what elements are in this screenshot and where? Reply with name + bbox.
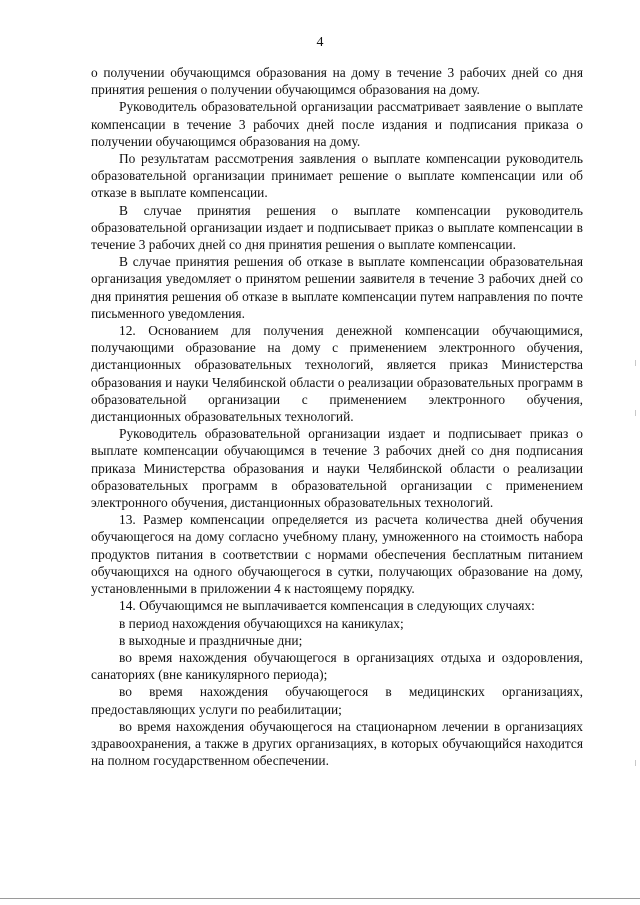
paragraph-review-application: Руководитель образовательной организации рассматривает заявление о выплате компенсации в течение 3 рабочих дней после издания и подписания приказа о получении обучающимся образования на дому. xyxy=(91,99,583,149)
document-body xyxy=(91,64,583,769)
paragraph-continuation: о получении обучающимся образования на дому в течение 3 рабочих дней со дня принятия решения о получении обучающимся образования на дому. xyxy=(91,65,583,98)
scan-artifact xyxy=(635,360,636,366)
paragraph-refusal-decision: В случае принятия решения об отказе в выплате компенсации образовательная организация уведомляет о принятом решении заявителя в течение 3 рабочих дней со дня принятия решения об отказе в выплате компенсации путем направления по почте письменного уведомления. xyxy=(91,254,583,321)
scan-bottom-edge xyxy=(0,898,640,899)
list-item-rehabilitation: во время нахождения обучающегося в медицинских организациях, предоставляющих услуги по реабилитации; xyxy=(91,684,583,717)
scan-artifact xyxy=(635,760,636,766)
paragraph-director-order: Руководитель образовательной организации издает и подписывает приказ о выплате компенсации обучающимся в течение 3 рабочих дней со дня подписания приказа Министерства образования и науки Челябинской области о реализации образовательных программ в образовательной организации с применением электронного обучения, дистанционных образовательных технологий. xyxy=(91,426,583,511)
paragraph-item-13: 13. Размер компенсации определяется из расчета количества дней обучения обучающегося на дому согласно учебному плану, умноженного на стоимость набора продуктов питания в соответствии с нормами обеспечения бесплатным питанием обучающихся на одного обучающегося в сутки, получающих образование на дому, установленными в приложении 4 к настоящему порядку. xyxy=(91,512,583,597)
list-item-recreation: во время нахождения обучающегося в организациях отдыха и оздоровления, санаториях (вне каникулярного периода); xyxy=(91,649,583,683)
list-item-weekends: в выходные и праздничные дни; xyxy=(119,632,303,648)
paragraph-item-12: 12. Основанием для получения денежной компенсации обучающимися, получающими образование на дому с применением электронного обучения, дистанционных образовательных технологий, является приказ Министерства образования и науки Челябинской области о реализации образовательных программ в образовательной организации с применением электронного обучения, дистанционных образовательных технологий. xyxy=(91,323,583,425)
paragraph-item-14: 14. Обучающимся не выплачивается компенсация в следующих случаях: xyxy=(119,598,535,614)
list-item-holidays: в период нахождения обучающихся на каникулах; xyxy=(119,615,404,631)
list-item-inpatient: во время нахождения обучающегося на стационарном лечении в организациях здравоохранения, а также в других организациях, в которых обучающийся находится на полном государственном обеспечении. xyxy=(91,718,583,769)
paragraph-review-results: По результатам рассмотрения заявления о выплате компенсации руководитель образовательной организации принимает решение о выплате компенсации или об отказе в выплате компенсации. xyxy=(91,151,583,201)
scan-artifact xyxy=(635,410,636,416)
paragraph-approval-decision: В случае принятия решения о выплате компенсации руководитель образовательной организации издает и подписывает приказ о выплате компенсации в течение 3 рабочих дней со дня принятия решения о выплате компенсации. xyxy=(91,202,583,253)
page-number: 4 xyxy=(316,35,324,50)
